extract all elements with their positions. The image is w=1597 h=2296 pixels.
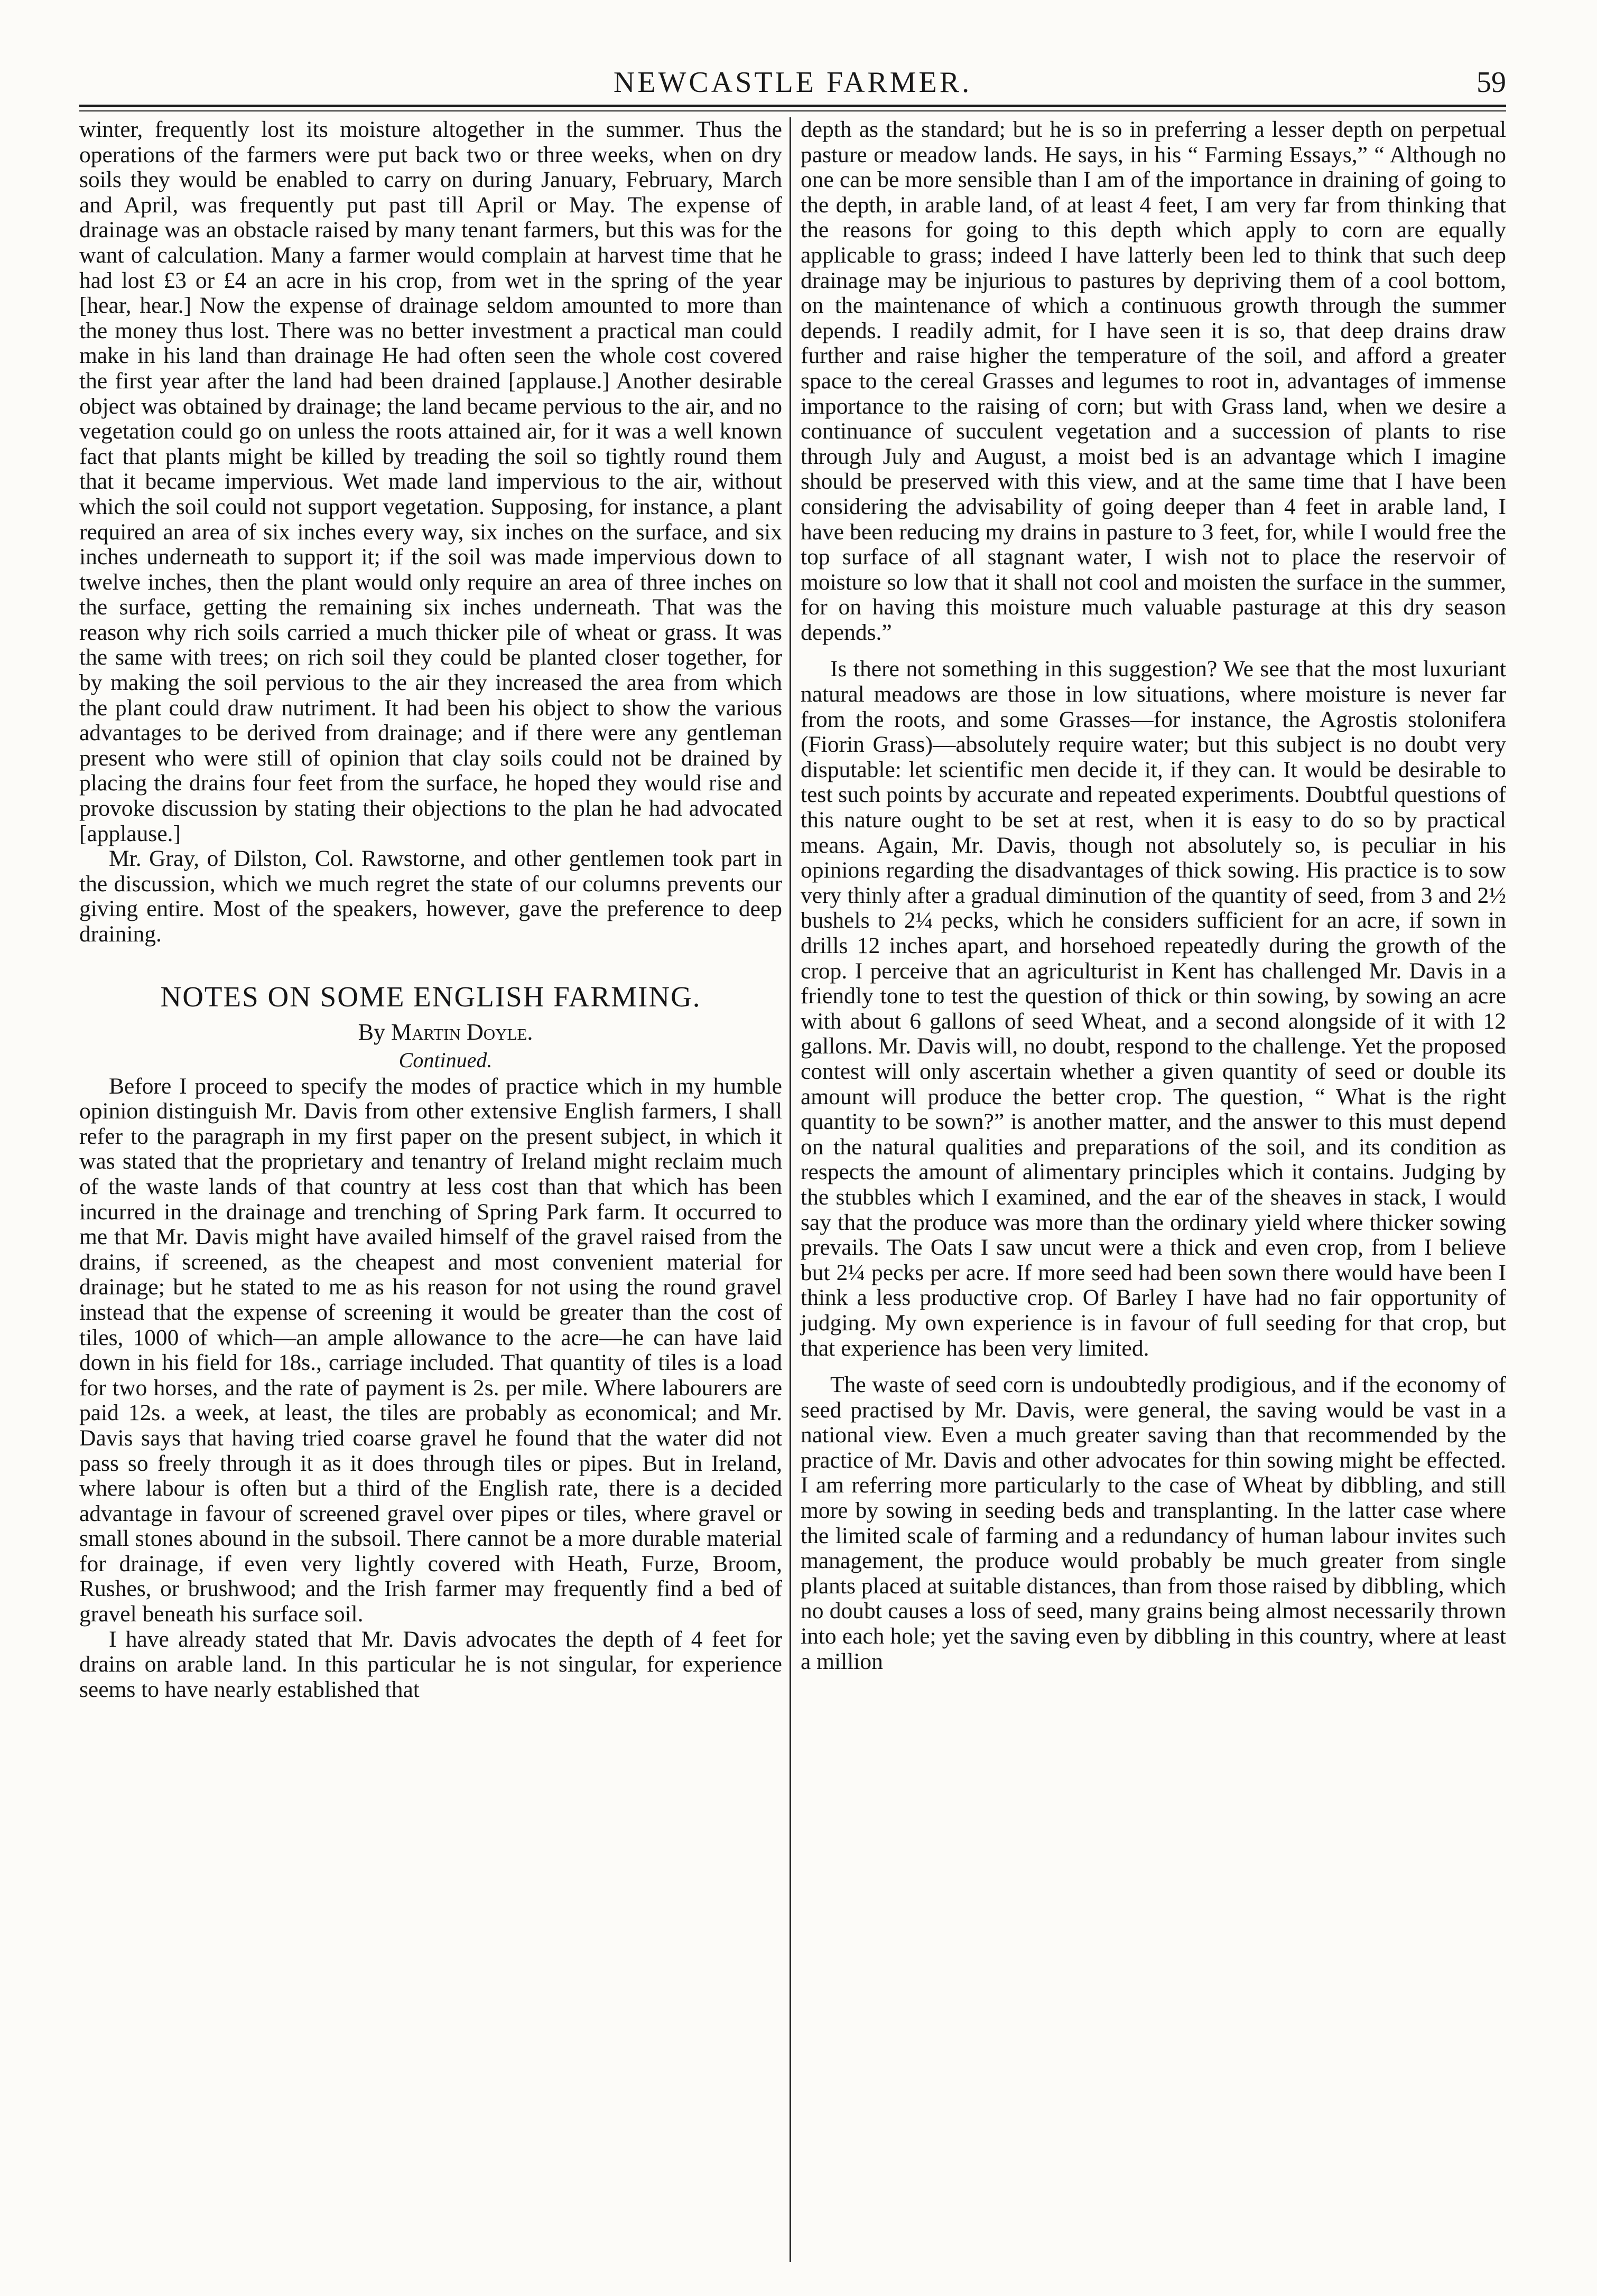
paragraph-seed-waste: The waste of seed corn is undoubtedly prodigious, and if the economy of seed practised by Mr. Davis, were general, the saving would be vast in a national view. Even a much greater saving than that recommended by the practice of Mr. Davis and other advocates for thin sowing might be effected. I am referring more particularly to the case of Wheat by dibbling, and still more by sowing in seeding beds and transplanting. In the latter case where the limited scale of farming and a redundancy of human labour invites such management, the produce would probably be much greater from single plants placed at suitable distances, than from those raised by dibbling, which no doubt causes a loss of seed, many grains being almost necessarily thrown into each hole; yet the saving even by dibbling in this country, where at least a million: [801, 1372, 1506, 1674]
paragraph-thin-sowing: Is there not something in this suggestion? We see that the most luxuriant natural meadows are those in low situations, where moisture is never far from the roots, and some Grasses—for instance, the Agrostis stolonifera (Fiorin Grass)—absolutely require water; but this subject is no doubt very disputable: let scientific men decide it, if they can. It would be desirable to test such points by accurate and repeated experiments. Doubtful questions of this nature ought to be set at rest, when it is easy to do so by practical means. Again, Mr. Davis, though not absolutely so, is peculiar in his opinions regarding the disadvantages of thick sowing. His practice is to sow very thinly after a gradual diminution of the quantity of seed, from 3 and 2½ bushels to 2¼ pecks, which he considers sufficient for an acre, if sown in drills 12 inches apart, and horsehoed repeatedly during the growth of the crop. I perceive that an agriculturist in Kent has challenged Mr. Davis in a friendly tone to test the question of thick or thin sowing, by sowing an acre with about 6 gallons of seed Wheat, and a second alongside of it with 12 gallons. Mr. Davis will, no doubt, respond to the challenge. Yet the proposed contest will only ascertain whether a given quantity of seed or double its amount will produce the better crop. The question, “ What is the right quantity to be sown?” is another matter, and the answer to this must depend on the natural qualities and preparations of the soil, and its condition as respects the amount of alimentary principles which it contains. Judging by the stubbles which I examined, and the ear of the sheaves in stack, I would say that the produce was more than the ordinary yield where thicker sowing prevails. The Oats I saw uncut were a thick and even crop, from I believe but 2¼ pecks per acre. If more seed had been sown there would have been I think a less productive crop. Of Barley I have had no fair opportunity of judging. My own experience is in favour of full seeding for that crop, but that experience has been very limited.: [801, 656, 1506, 1361]
article-title: NOTES ON SOME ENGLISH FARMING.: [160, 980, 701, 1013]
paragraph-pasture-depth: depth as the standard; but he is so in preferring a lesser depth on perpetual pasture or meadow lands. He says, in his “ Farming Essays,” “ Although no one can be more sensible than I am of the importance in draining of going to the depth, in arable land, of at least 4 feet, I am very far from thinking that the reasons for going to this depth which apply to corn are equally applicable to grass; indeed I have latterly been led to think that such deep drainage may be injurious to pastures by depriving them of a cool bottom, on the maintenance of which a continuous growth through the summer depends. I readily admit, for I have seen it is so, that deep drains draw further and raise higher the temperature of the soil, and afford a greater space to the cereal Grasses and legumes to root in, advantages of immense importance to the raising of corn; but with Grass land, when we desire a continuance of succulent vegetation and a succession of plants to rise through July and August, a moist bed is an advantage which I imagine should be preserved with this view, and at the same time that I have been considering the advisability of going deeper than 4 feet in arable land, I have been reducing my drains in pasture to 3 feet, for, while I would free the top surface of all stagnant water, I wish not to place the reservoir of moisture so low that it shall not cool and moisten the surface in the summer, for on having this moisture much valuable pasturage at this dry season depends.”: [801, 117, 1506, 645]
column-divider: [790, 117, 791, 2262]
page-number: 59: [1477, 66, 1506, 99]
paragraph-discussion: Mr. Gray, of Dilston, Col. Rawstorne, and other gentlemen took part in the discussion, which we much regret the state of our columns prevents our giving entire. Most of the speakers, however, gave the preference to deep draining.: [79, 846, 782, 947]
newspaper-title: NEWCASTLE FARMER.: [613, 66, 972, 99]
header-rule-thin: [79, 110, 1506, 111]
author-name: Martin Doyle.: [391, 1019, 533, 1045]
masthead: [79, 63, 1506, 100]
continued-label: Continued.: [398, 1048, 493, 1072]
byline-prefix: By: [358, 1019, 385, 1045]
header-rule-thick: [79, 105, 1506, 107]
paragraph-gravel-drainage: Before I proceed to specify the modes of practice which in my humble opinion distinguish Mr. Davis from other extensive English farmers, I shall refer to the paragraph in my first paper on the present subject, in which it was stated that the proprietary and tenantry of Ireland might reclaim much of the waste lands of that country at less cost than that which has been incurred in the drainage and trenching of Spring Park farm. It occurred to me that Mr. Davis might have availed himself of the gravel raised from the drains, if screened, as the cheapest and most convenient material for drainage; but he stated to me as his reason for not using the round gravel instead that the expense of screening it would be greater than the cost of tiles, 1000 of which—an ample allowance to the acre—he can have laid down in his field for 18s., carriage included. That quantity of tiles is a load for two horses, and the rate of payment is 2s. per mile. Where labourers are paid 12s. a week, at least, the tiles are probably as economical; and Mr. Davis says that having tried coarse gravel he found that the water did not pass so freely through it as it does through tiles or pipes. But in Ireland, where labour is often but a third of the English rate, there is a decided advantage in favour of screened gravel over pipes or tiles, where gravel or small stones abound in the subsoil. There cannot be a more durable material for drainage, if even very lightly covered with Heath, Furze, Broom, Rushes, or brushwood; and the Irish farmer may frequently find a bed of gravel beneath his surface soil.: [79, 1073, 782, 1627]
paragraph-drain-depth: I have already stated that Mr. Davis advocates the depth of 4 feet for drains on arable land. In this particular he is not singular, for experience seems to have nearly established that: [79, 1626, 782, 1702]
byline: [79, 1018, 782, 1047]
right-column: [801, 117, 1506, 1674]
left-column: [79, 117, 782, 1702]
paragraph-drainage-speech: winter, frequently lost its moisture altogether in the summer. Thus the operations of the farmers were put back two or three weeks, when on dry soils they would be enabled to carry on during January, February, March and April, was frequently put past till April or May. The expense of drainage was an obstacle raised by many tenant farmers, but this was for the want of calculation. Many a farmer would complain at harvest time that he had lost £3 or £4 an acre in his crop, from wet in the spring of the year [hear, hear.] Now the expense of drainage seldom amounted to more than the money thus lost. There was no better investment a practical man could make in his land than drainage He had often seen the whole cost covered the first year after the land had been drained [applause.] Another desirable object was obtained by drainage; the land became pervious to the air, and no vegetation could go on unless the roots attained air, for it was a well known fact that plants might be killed by treading the soil so tightly round them that it became impervious. Wet made land impervious to the air, without which the soil could not support vegetation. Supposing, for instance, a plant required an area of six inches every way, six inches on the surface, and six inches underneath to support it; if the soil was made impervious down to twelve inches, then the plant would only require an area of three inches on the surface, getting the remaining six inches underneath. That was the reason why rich soils carried a much thicker pile of wheat or grass. It was the same with trees; on rich soil they could be planted closer together, for by making the soil pervious to the air they increased the area from which the plant could draw nutriment. It had been his object to show the various advantages to be derived from drainage; and if there were any gentleman present who were still of opinion that clay soils could not be drained by placing the drains four feet from the surface, he hoped they would rise and provoke discussion by stating their objections to the plan he had advocated [applause.]: [79, 117, 782, 846]
